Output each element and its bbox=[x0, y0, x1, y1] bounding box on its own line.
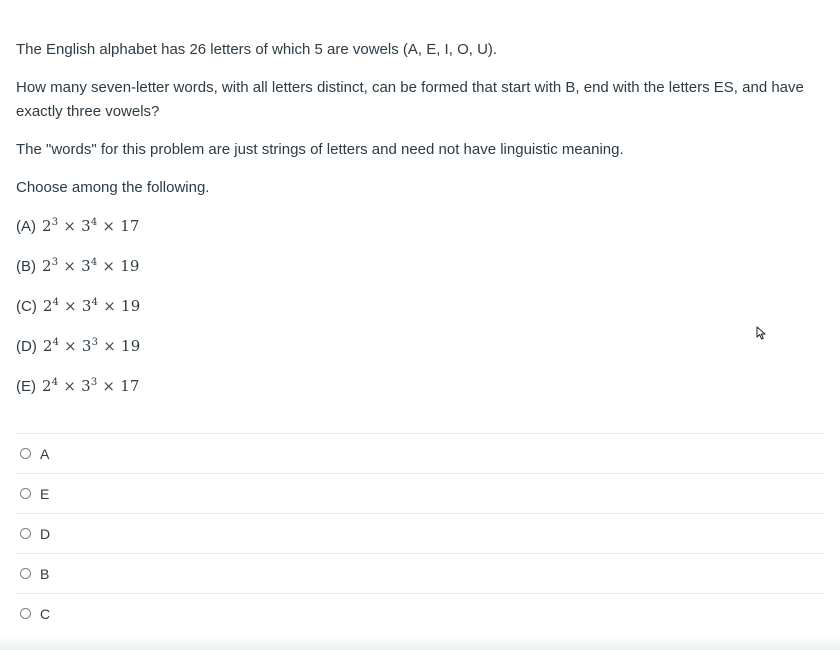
radio-empty-icon[interactable] bbox=[20, 488, 31, 499]
exponent: 4 bbox=[90, 257, 98, 268]
answer-choice-b[interactable] bbox=[15, 553, 825, 593]
answer-choice-c[interactable] bbox=[15, 593, 825, 633]
option-label: (B) bbox=[16, 258, 36, 275]
mouse-pointer-icon bbox=[756, 326, 768, 340]
option-label: (A) bbox=[16, 218, 36, 235]
option-label: (E) bbox=[16, 378, 36, 395]
exponent: 4 bbox=[51, 377, 59, 388]
answer-label: B bbox=[40, 565, 50, 582]
question-prompt: How many seven-letter words, with all letters distinct, can be formed that start with B, end with the letters ES, and have exactly three vowels? bbox=[16, 79, 804, 120]
option-c bbox=[16, 294, 824, 319]
exponent: 3 bbox=[90, 377, 98, 388]
times-symbol: × bbox=[63, 257, 77, 275]
answer-label: C bbox=[40, 605, 51, 622]
factor: 17 bbox=[120, 217, 140, 235]
option-e bbox=[16, 374, 824, 399]
base: 2 bbox=[42, 257, 52, 275]
base: 3 bbox=[81, 337, 92, 355]
answer-label: E bbox=[40, 485, 50, 502]
radio-empty-icon[interactable] bbox=[20, 528, 31, 539]
option-a bbox=[16, 214, 824, 239]
times-symbol: × bbox=[103, 337, 117, 355]
factor: 19 bbox=[120, 257, 140, 275]
times-symbol: × bbox=[102, 257, 116, 275]
exponent: 4 bbox=[52, 297, 60, 308]
exponent: 4 bbox=[52, 337, 60, 348]
option-list bbox=[16, 214, 824, 399]
answer-choice-a[interactable] bbox=[15, 433, 825, 473]
question-intro: The English alphabet has 26 letters of which 5 are vowels (A, E, I, O, U). bbox=[16, 41, 498, 58]
base: 3 bbox=[81, 217, 91, 235]
option-b bbox=[16, 254, 824, 279]
option-label: (C) bbox=[16, 298, 37, 315]
times-symbol: × bbox=[63, 217, 77, 235]
times-symbol: × bbox=[63, 377, 77, 395]
base: 2 bbox=[42, 377, 52, 395]
times-symbol: × bbox=[64, 337, 77, 355]
base: 2 bbox=[42, 217, 52, 235]
answer-label: D bbox=[40, 525, 51, 542]
exponent: 3 bbox=[51, 257, 59, 268]
factor: 19 bbox=[121, 337, 141, 355]
question-instruction: Choose among the following. bbox=[16, 179, 210, 196]
option-label: (D) bbox=[16, 338, 37, 355]
option-expression bbox=[42, 374, 140, 398]
base: 3 bbox=[81, 257, 91, 275]
answer-choice-e[interactable] bbox=[15, 473, 825, 513]
base: 3 bbox=[81, 377, 91, 395]
option-d bbox=[16, 334, 824, 359]
exponent: 3 bbox=[91, 337, 99, 348]
times-symbol: × bbox=[102, 217, 116, 235]
answer-label: A bbox=[40, 445, 50, 462]
option-expression bbox=[42, 214, 140, 238]
page-bottom-edge bbox=[0, 636, 840, 650]
question-note: The "words" for this problem are just strings of letters and need not have linguistic meaning. bbox=[16, 141, 624, 158]
exponent: 4 bbox=[90, 217, 98, 228]
base: 2 bbox=[42, 297, 53, 315]
radio-empty-icon[interactable] bbox=[20, 568, 31, 579]
option-expression bbox=[43, 334, 141, 358]
factor: 17 bbox=[120, 377, 140, 395]
exponent: 4 bbox=[91, 297, 99, 308]
radio-empty-icon[interactable] bbox=[20, 448, 31, 459]
exponent: 3 bbox=[51, 217, 59, 228]
base: 2 bbox=[42, 337, 53, 355]
option-expression bbox=[42, 254, 140, 278]
answer-choices bbox=[15, 433, 825, 633]
times-symbol: × bbox=[102, 377, 116, 395]
factor: 19 bbox=[121, 297, 141, 315]
times-symbol: × bbox=[64, 297, 77, 315]
times-symbol: × bbox=[103, 297, 117, 315]
question-body bbox=[16, 38, 824, 414]
radio-empty-icon[interactable] bbox=[20, 608, 31, 619]
option-expression bbox=[43, 294, 141, 318]
answer-choice-d[interactable] bbox=[15, 513, 825, 553]
base: 3 bbox=[81, 297, 92, 315]
